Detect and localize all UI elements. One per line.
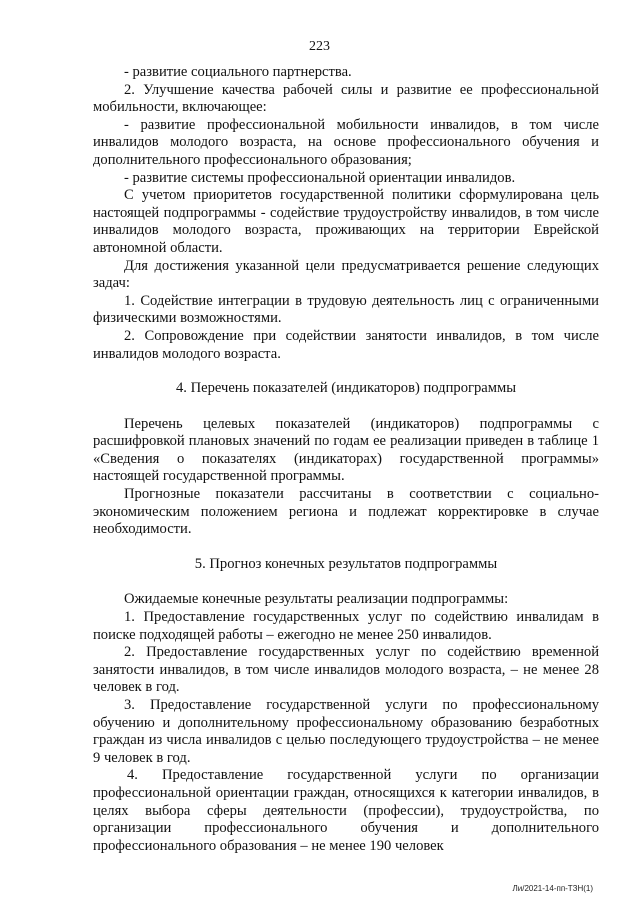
paragraph: Ожидаемые конечные результаты реализации подпрограммы:: [124, 591, 509, 608]
paragraph: 1. Предоставление государственных услуг по содействию инвалидам в поиске подходящей работы – ежегодно не менее 250 инвалидов.: [93, 609, 599, 643]
paragraph: Прогнозные показатели рассчитаны в соответствии с социально-экономическим положением региона и подлежат корректировке в случае необходимости.: [93, 486, 599, 538]
paragraph: 2. Предоставление государственных услуг по содействию временной занятости инвалидов, в том числе инвалидов молодого возраста, – не менее 28 человек в год.: [93, 644, 599, 696]
paragraph: - развитие профессиональной мобильности инвалидов, в том числе инвалидов молодого возраста, на основе профессионального обучения и дополнительного профессионального образования;: [93, 116, 599, 168]
section-4-heading: 4. Перечень показателей (индикаторов) подпрограммы: [175, 380, 517, 397]
document-body: [93, 64, 599, 855]
paragraph: Для достижения указанной цели предусматривается решение следующих задач:: [93, 257, 599, 292]
paragraph: - развитие системы профессиональной ориентации инвалидов.: [124, 169, 516, 186]
paragraph: 1. Содействие интеграции в трудовую деятельность лиц с ограниченными физическими возможностями.: [93, 292, 599, 327]
paragraph: Перечень целевых показателей (индикаторов) подпрограммы с расшифровкой плановых значений по годам ее реализации приведен в таблице 1 «Сведения о показателях (индикаторах) государственной программы» настоящей государственной программы.: [93, 415, 599, 485]
paragraph: - развитие социального партнерства.: [124, 64, 352, 80]
paragraph: 4. Предоставление государственной услуги по организации профессиональной ориентации граждан, относящихся к категории инвалидов, в целях выбора сферы деятельности (профессии), трудоустройства, по организации профессионального обучения и дополнительного профессионального образования – не менее 190 человек: [93, 767, 599, 854]
paragraph: 2. Улучшение качества рабочей силы и развитие ее профессиональной мобильности, включающее:: [93, 81, 599, 116]
paragraph: 3. Предоставление государственной услуги по профессиональному обучению и дополнительному профессиональному образованию безработных граждан из числа инвалидов с целью последующего трудоустройства – не менее 9 человек в год.: [93, 697, 599, 766]
document-code: Ли/2021-14-пп-ТЗН(1): [512, 884, 593, 893]
section-5-heading: 5. Прогноз конечных результатов подпрограммы: [194, 555, 498, 572]
page-number: 223: [309, 39, 330, 54]
paragraph: С учетом приоритетов государственной политики сформулирована цель настоящей подпрограммы - содействие трудоустройству инвалидов, в том числе инвалидов молодого возраста, проживающих на территории Еврейской автономной области.: [93, 187, 599, 256]
paragraph: 2. Сопровождение при содействии занятости инвалидов, в том числе инвалидов молодого возраста.: [93, 327, 599, 362]
